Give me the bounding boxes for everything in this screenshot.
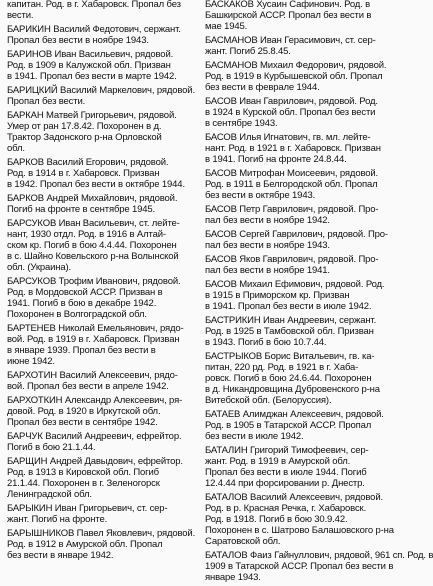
entry-line: ровск. Погиб в бою 24.6.44. Похоронен	[205, 373, 372, 384]
entry-line: ском кр. Погиб в бою 4.4.44. Похоронен	[7, 240, 177, 251]
entry-line: БАСОВ Петр Гаврилович, рядовой. Про-	[205, 204, 379, 215]
entry-line: БАСКАКОВ Хусаин Сафинович. Род. в	[205, 0, 371, 10]
entry-line: Похоронен в Волгоградской обл.	[7, 309, 147, 320]
entry-line: БАРЫКИН Иван Григорьевич, ст. сер-	[7, 503, 168, 514]
entry-line: БАТАЕВ Алимджан Алексеевич, рядовой.	[205, 409, 384, 420]
register-entry	[205, 35, 392, 57]
entry-line: Витебской обл. (Белоруссия).	[205, 395, 332, 406]
entry-line: в 1924 в Курской обл. Пропал без вести	[205, 107, 376, 118]
entry-line: Род. в 1918. Погиб в бою 30.9.42.	[205, 514, 348, 525]
entry-line: Род. в 1909 в Калужской обл. Призван	[7, 60, 171, 71]
entry-line: БАСМАНОВ Михаил Федорович, рядовой.	[205, 60, 387, 71]
register-entry	[205, 550, 433, 583]
register-entry	[205, 254, 392, 276]
register-entry	[205, 279, 392, 312]
entry-line: Род. в Мордовской АССР. Призван в	[7, 287, 163, 298]
register-entry	[205, 351, 392, 406]
entry-line: без вести в феврале 1944.	[205, 82, 320, 93]
entry-line: Род. в 1914 в г. Хабаровск. Призван	[7, 168, 160, 179]
entry-line: 21.1.44. Похоронен в г. Зеленогорск	[7, 478, 160, 489]
entry-line: 1909 в Татарской АССР. Пропал без вести в	[205, 561, 394, 572]
entry-line: питан, 220 рд. Род. в 1921 в г. Хаба-	[205, 362, 359, 373]
entry-line: в январе 1939. Пропал без вести в	[7, 345, 156, 356]
entry-line: БАРКОВ Андрей Михайлович, рядовой.	[7, 193, 178, 204]
entry-line: Погиб на фронте в сентябре 1945.	[7, 204, 156, 215]
entry-line: Род. в 1912 в Амурской обл. Пропал	[7, 539, 163, 550]
register-entry	[205, 132, 392, 165]
entry-line: Пропал без вести.	[7, 96, 86, 107]
entry-line: в 1915 в Приморском кр. Призван	[205, 290, 350, 301]
right-column	[205, 0, 433, 586]
entry-line: Башкирской АССР. Пропал без вести в	[205, 10, 372, 21]
register-entry	[7, 110, 194, 154]
entry-line: в д. Никандровщина Дубровенского р-на	[205, 384, 380, 395]
entry-line: БАРТЕНЕВ Николай Емельянович, рядо-	[7, 323, 184, 334]
register-entry	[7, 49, 194, 82]
entry-line: БАРХОТИН Василий Алексеевич, рядо-	[7, 370, 178, 381]
entry-line: БАРИНОВ Иван Васильевич, рядовой.	[7, 49, 174, 60]
entry-line: БАСМАНОВ Иван Герасимович, ст. сер-	[205, 35, 376, 46]
entry-line: пал без вести в ноябре 1943.	[205, 240, 330, 251]
entry-line: БАРКОВ Василий Егорович, рядовой.	[7, 157, 169, 168]
entry-line: обл.	[7, 143, 25, 154]
register-entry	[7, 193, 194, 215]
entry-line: БАСТРЫКОВ Борис Витальевич, гв. ка-	[205, 351, 375, 362]
register-entry	[205, 0, 392, 32]
entry-line: без вести в октябре 1943.	[205, 190, 316, 201]
entry-line: без вести в июле 1942.	[205, 431, 304, 442]
entry-line: БАРЩИН Андрей Давыдович, ефрейтор.	[7, 456, 183, 467]
register-entry	[205, 445, 392, 489]
entry-line: вой. Род. в 1919 в г. Хабаровск. Призван	[7, 334, 180, 345]
entry-line: Род. в 1913 в Кировской обл. Погиб	[7, 467, 159, 478]
entry-line: Род. в р. Красная Речка, г. Хабаровск.	[205, 503, 367, 514]
entry-line: в 1942. Пропал без вести в октябре 1944.	[7, 179, 185, 190]
entry-line: июне 1942.	[7, 356, 55, 367]
register-entry	[205, 229, 392, 251]
entry-line: капитан. Род. в г. Хабаровск. Пропал без	[7, 0, 181, 10]
entry-line: пал без вести в ноябре 1941.	[205, 265, 330, 276]
entry-line: Род. в 1919 в Курбышевской обл. Пропал	[205, 71, 383, 82]
register-entry	[7, 503, 194, 525]
entry-line: в 1941. Погиб на фронте 24.8.44.	[205, 154, 347, 165]
register-entry	[7, 85, 194, 107]
entry-line: в с. Шайно Ковельского р-на Волынской	[7, 251, 179, 262]
register-entry	[7, 24, 194, 46]
entry-line: БАСОВ Илья Игнатович, гв. мл. лейте-	[205, 132, 371, 143]
entry-line: БАТАЛИН Григорий Тимофеевич, сер-	[205, 445, 369, 456]
entry-line: БАРСУКОВ Трофим Иванович, рядовой.	[7, 276, 181, 287]
entry-line: 12.4.44 при форсировании р. Днестр.	[205, 478, 365, 489]
entry-line: Погиб в бою 21.1.44.	[7, 442, 96, 453]
entry-line: БАРИКИН Василий Федотович, сержант.	[7, 24, 181, 35]
entry-line: пал без вести в ноябре 1942.	[205, 215, 330, 226]
entry-line: БАСОВ Иван Гаврилович, рядовой. Род.	[205, 96, 378, 107]
entry-line: Род. в 1911 в Белгородской обл. Пропал	[205, 179, 378, 190]
register-entry	[205, 315, 392, 348]
register-entry	[205, 96, 392, 129]
register-entry	[7, 157, 194, 190]
entry-line: БАТАЛОВ Василий Алексеевич, рядовой.	[205, 492, 383, 503]
register-entry	[205, 204, 392, 226]
entry-line: БАРХОТКИН Александр Алексеевич, ря-	[7, 395, 183, 406]
register-entry	[205, 168, 392, 201]
entry-line: БАРИЦКИЙ Василий Маркелович, рядовой.	[7, 85, 195, 96]
entry-line: Умер от ран 17.8.42. Похоронен в д.	[7, 121, 162, 132]
register-entry	[7, 276, 194, 320]
left-column	[7, 0, 194, 564]
register-entry	[7, 528, 194, 561]
entry-line: Похоронен в с. Шатрово Балашовского р-на	[205, 525, 394, 536]
entry-line: жант. Погиб на фронте.	[7, 514, 108, 525]
register-entry	[205, 492, 392, 547]
entry-line: Саратовской обл.	[205, 536, 281, 547]
entry-line: БАСОВ Яков Гаврилович, рядовой. Про-	[205, 254, 379, 265]
register-entry	[7, 370, 194, 392]
entry-line: жант. Род. в 1919 в Амурской обл.	[205, 456, 351, 467]
entry-line: БАСТРИКИН Иван Андреевич, сержант.	[205, 315, 377, 326]
entry-line: вой. Пропал без вести в апреле 1942.	[7, 381, 169, 392]
register-entry	[7, 0, 194, 21]
entry-line: БАСОВ Михаил Ефимович, рядовой. Род.	[205, 279, 385, 290]
register-entry	[7, 456, 194, 500]
register-entry	[7, 218, 194, 273]
entry-line: 1941. Погиб в бою в декабре 1942.	[7, 298, 157, 309]
entry-line: нант, 1930 отдл. Род. в 1916 в Алтай-	[7, 229, 166, 240]
entry-line: довой. Род. в 1920 в Иркутской обл.	[7, 406, 161, 417]
entry-line: БАРЫШНИКОВ Павел Яковлевич, рядовой.	[7, 528, 196, 539]
entry-line: обл. (Украина).	[7, 262, 72, 273]
entry-line: мае 1945.	[205, 21, 248, 32]
entry-line: БАТАЛОВ Фаиз Гайнуллович, рядовой, 961 сп. Род. в	[205, 550, 433, 561]
entry-line: Пропал без вести в июле 1944. Погиб	[205, 467, 367, 478]
entry-line: без вести в январе 1942.	[7, 550, 114, 561]
entry-line: в 1943. Погиб в бою 10.7.44.	[205, 337, 327, 348]
entry-line: Род. в 1905 в Татарской АССР. Пропал	[205, 420, 372, 431]
entry-line: БАСОВ Сергей Гаврилович, рядовой. Про-	[205, 229, 388, 240]
entry-line: БАСОВ Митрофан Моисеевич, рядовой.	[205, 168, 379, 179]
entry-line: Пропал без вести в сентябре 1942.	[7, 417, 158, 428]
entry-line: Ленинградской обл.	[7, 489, 92, 500]
register-entry	[7, 395, 194, 428]
entry-line: нант. Род. в 1921 в г. Хабаровск. Призван	[205, 143, 381, 154]
register-entry	[205, 409, 392, 442]
entry-line: в сентябре 1943.	[205, 118, 278, 129]
entry-line: Трактор Задонского р-на Орловской	[7, 132, 162, 143]
entry-line: БАРКАН Матвей Григорьевич, рядовой.	[7, 110, 177, 121]
entry-line: БАРЧУК Василий Андреевич, ефрейтор.	[7, 431, 182, 442]
entry-line: в 1941. Пропал без вести в марте 1942.	[7, 71, 177, 82]
entry-line: январе 1943.	[205, 572, 261, 583]
entry-line: БАРСУКОВ Иван Васильевич, ст. лейте-	[7, 218, 180, 229]
entry-line: Род. в 1925 в Тамбовской обл. Призван	[205, 326, 374, 337]
entry-line: в 1941. Пропал без вести в июле 1942.	[205, 301, 372, 312]
entry-line: жант. Погиб 25.8.45.	[205, 46, 291, 57]
register-entry	[7, 323, 194, 367]
register-entry	[7, 431, 194, 453]
register-entry	[205, 60, 392, 93]
entry-line: Пропал без вести в ноябре 1943.	[7, 35, 149, 46]
entry-line: вести.	[7, 10, 34, 21]
